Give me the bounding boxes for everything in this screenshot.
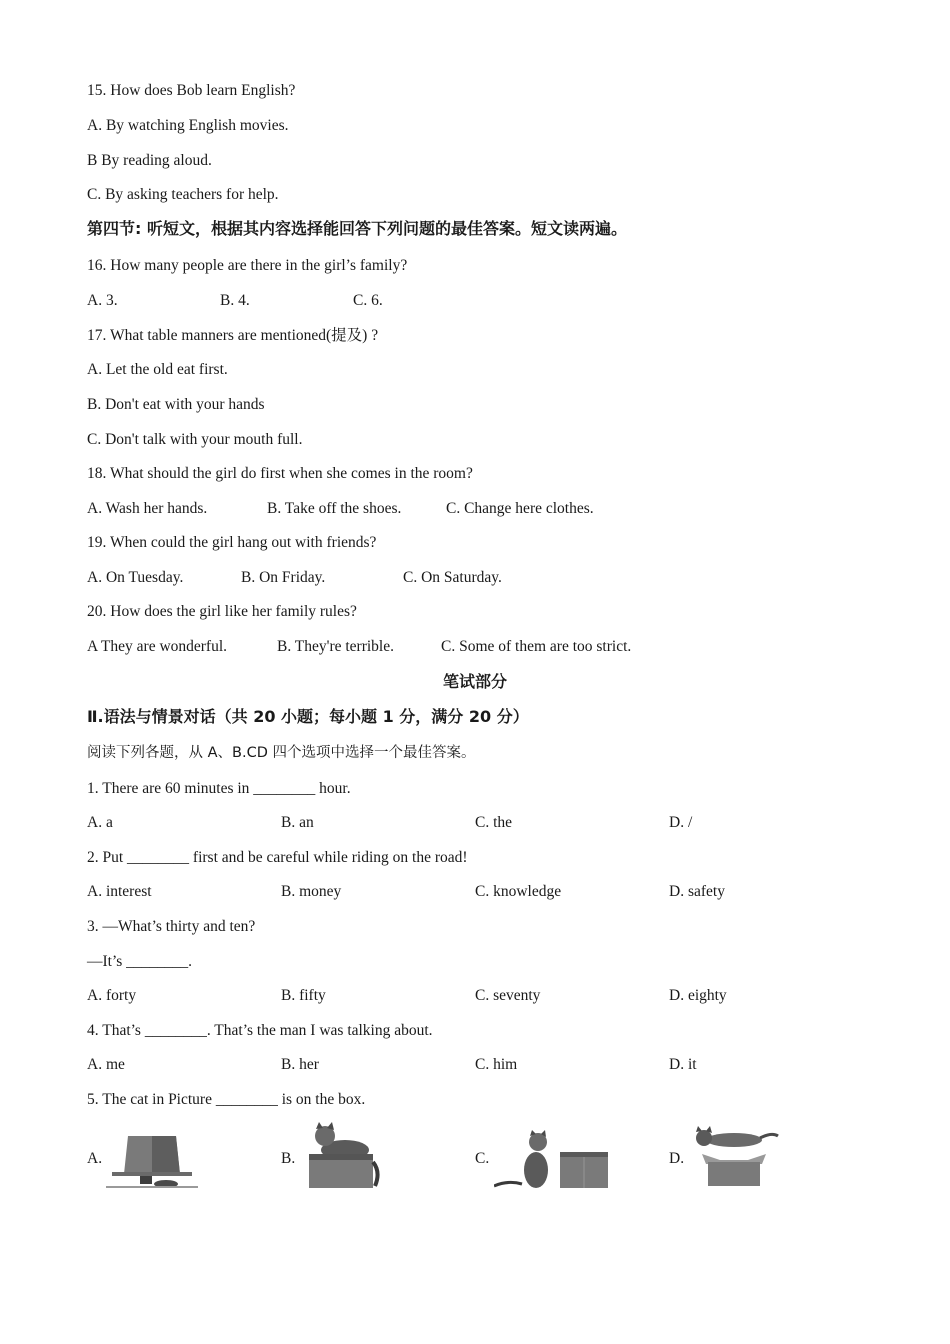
g3-answer-line: —It’s ________. (87, 953, 193, 970)
g5-option-a: A. (87, 1150, 103, 1167)
g5-question: 5. The cat in Picture ________ is on the box. (87, 1091, 366, 1108)
g3-option-c: C. seventy (475, 987, 541, 1004)
g2-option-b: B. money (281, 883, 342, 900)
g5-option-c: C. (475, 1150, 490, 1167)
g1-option-b: B. an (281, 814, 314, 831)
box-rim-shape (309, 1154, 373, 1160)
g5-option-b: B. (281, 1150, 296, 1167)
q20-option-c: C. Some of them are too strict. (441, 638, 632, 655)
q18-option-b: B. Take off the shoes. (267, 500, 402, 517)
q16-option-a: A. 3. (87, 292, 118, 309)
q19-option-b: B. On Friday. (241, 569, 326, 586)
q17-option-a: A. Let the old eat first. (87, 361, 228, 378)
cat-head-shape (696, 1130, 712, 1146)
g3-option-d: D. eighty (669, 987, 727, 1004)
picture-c-cat-beside-box (494, 1130, 612, 1190)
q19-question: 19. When could the girl hang out with friends? (87, 534, 377, 551)
g2-question: 2. Put ________ first and be careful while riding on the road! (87, 849, 468, 866)
box-side-shape (152, 1136, 180, 1174)
cat-tail-shape (760, 1134, 778, 1138)
g4-option-a: A. me (87, 1056, 125, 1073)
g4-question: 4. That’s ________. That’s the man I was talking about. (87, 1022, 433, 1039)
q17-question: 17. What table manners are mentioned(提及) ? (87, 327, 379, 344)
q17-option-c: C. Don't talk with your mouth full. (87, 431, 303, 448)
q18-option-c: C. Change here clothes. (446, 500, 594, 517)
q19-option-a: A. On Tuesday. (87, 569, 184, 586)
picture-b-cat-in-box (303, 1122, 383, 1190)
box-rim-shape (560, 1152, 608, 1157)
box-shape (708, 1162, 760, 1186)
q18-question: 18. What should the girl do first when she comes in the room? (87, 465, 473, 482)
q15-option-a: A. By watching English movies. (87, 117, 289, 134)
cat-paw-shape (140, 1176, 152, 1184)
q15-question: 15. How does Bob learn English? (87, 82, 296, 99)
cat-body-shape (706, 1133, 762, 1147)
picture-a-cat-under-box (106, 1132, 198, 1190)
q19-option-c: C. On Saturday. (403, 569, 502, 586)
written-part-title: 笔试部分 (442, 672, 507, 691)
cat-tail-shape (494, 1182, 522, 1186)
g5-option-d: D. (669, 1150, 685, 1167)
part2-title: Ⅱ.语法与情景对话（共 20 小题；每小题 1 分，满分 20 分） (87, 707, 529, 726)
g2-option-c: C. knowledge (475, 883, 562, 900)
q15-option-c: C. By asking teachers for help. (87, 186, 279, 203)
q20-question: 20. How does the girl like her family rules? (87, 603, 357, 620)
part2-instruction: 阅读下列各题，从 A、B.CD 四个选项中选择一个最佳答案。 (87, 745, 476, 761)
cat-tail-shape (373, 1162, 378, 1186)
cat-ear-left (696, 1126, 702, 1132)
q17-option-b: B. Don't eat with your hands (87, 396, 265, 413)
g3-option-b: B. fifty (281, 987, 326, 1004)
q15-option-b: B By reading aloud. (87, 152, 212, 169)
picture-d-cat-over-box (688, 1124, 782, 1188)
q16-option-c: C. 6. (353, 292, 383, 309)
g2-option-a: A. interest (87, 883, 152, 900)
g1-option-a: A. a (87, 814, 113, 831)
g1-question: 1. There are 60 minutes in ________ hour. (87, 780, 351, 797)
g4-option-d: D. it (669, 1056, 697, 1073)
q20-option-a: A They are wonderful. (87, 638, 228, 655)
g1-option-d: D. / (669, 814, 693, 831)
q20-option-b: B. They're terrible. (277, 638, 394, 655)
floor-line (106, 1186, 198, 1188)
g4-option-b: B. her (281, 1056, 319, 1073)
g4-option-c: C. him (475, 1056, 518, 1073)
g1-option-c: C. the (475, 814, 513, 831)
g3-question: 3. —What’s thirty and ten? (87, 918, 256, 935)
q16-question: 16. How many people are there in the girl’s family? (87, 257, 408, 274)
g3-option-a: A. forty (87, 987, 137, 1004)
box-lid-shape (112, 1172, 192, 1176)
cat-ear-left (316, 1122, 323, 1129)
q18-option-a: A. Wash her hands. (87, 500, 208, 517)
cat-body-shape (524, 1152, 548, 1188)
g2-option-d: D. safety (669, 883, 725, 900)
q16-option-b: B. 4. (220, 292, 250, 309)
section4-title: 第四节: 听短文，根据其内容选择能回答下列问题的最佳答案。短文读两遍。 (87, 219, 627, 238)
